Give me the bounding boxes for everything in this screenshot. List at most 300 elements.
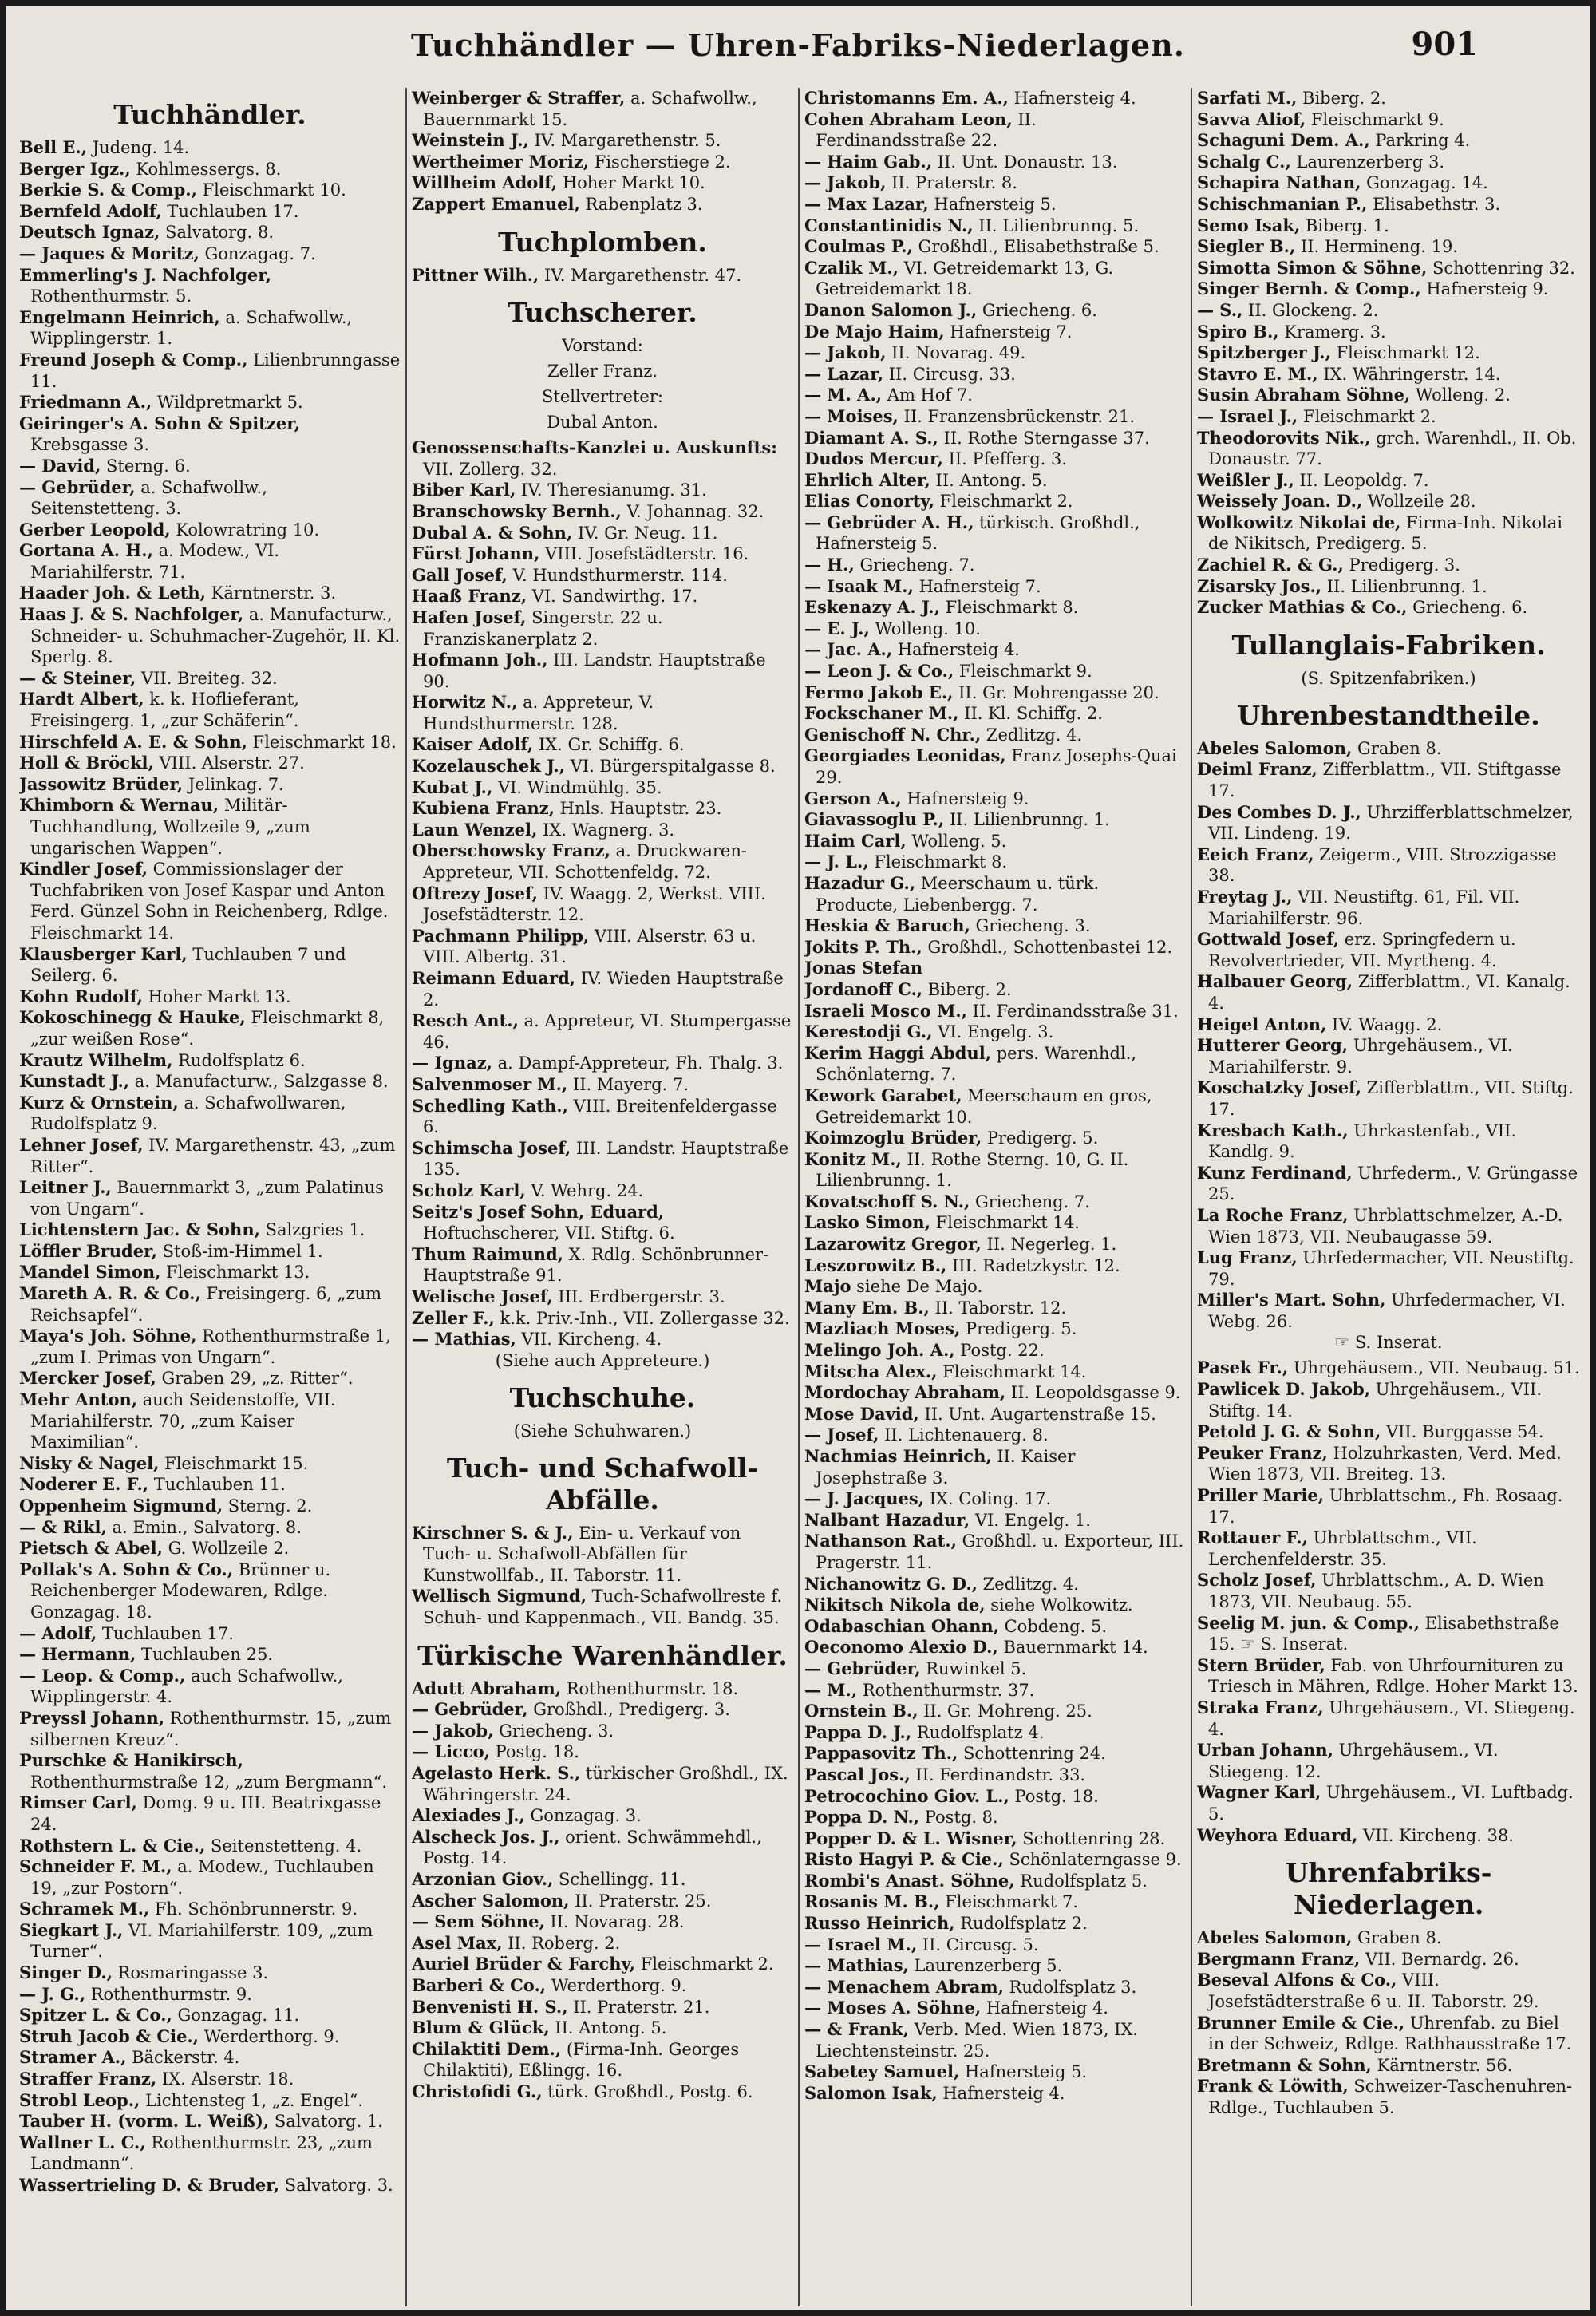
entry-name: — Jakob, — [804, 342, 887, 363]
directory-entry — [1197, 1782, 1580, 1824]
entry-name: Kunstadt J., — [19, 1071, 130, 1092]
directory-entry — [804, 406, 1186, 428]
entry-name: Ascher Salomon, — [412, 1890, 570, 1911]
entry-address: II. Rothe Sterng. 10, G. II. Lilienbrunng. 1. — [816, 1149, 1129, 1191]
entry-address: Laurenzerberg 5. — [908, 1956, 1063, 1976]
directory-entry — [1197, 1927, 1580, 1949]
directory-entry — [1197, 887, 1580, 929]
directory-entry — [804, 597, 1186, 619]
columns — [14, 88, 1586, 2306]
directory-entry — [19, 1750, 401, 1792]
entry-address: Bauernmarkt 3, „zum Palatinus von Ungarn“. — [30, 1178, 384, 1219]
entry-name: — Gebrüder A. H., — [804, 512, 974, 532]
directory-entry — [804, 1680, 1186, 1701]
section-heading: Uhrenbestandtheile. — [1237, 699, 1540, 731]
directory-entry — [19, 1326, 401, 1368]
directory-entry — [19, 668, 401, 690]
directory-entry — [1197, 88, 1580, 109]
directory-entry — [412, 437, 793, 480]
directory-entry — [1197, 1740, 1580, 1782]
entry-name: Oberschowsky Franz, — [412, 840, 610, 861]
entry-address: Hafnersteig 9. — [1420, 279, 1549, 299]
entry-address: II. Franzensbrückenstr. 21. — [898, 406, 1136, 426]
entry-name: — Moises, — [804, 405, 899, 426]
entry-name: Schneider F. M., — [19, 1856, 172, 1877]
entry-name: Mandel Simon, — [19, 1262, 161, 1282]
entry-name: Haas J. & S. Nachfolger, — [19, 604, 244, 625]
entry-name: Agelasto Herk. S., — [412, 1763, 581, 1784]
entry-address: Firma-Inh. Nikolai de Nikitsch, Predigerg. 5. — [1208, 512, 1563, 554]
entry-name: — Isaak M., — [804, 575, 914, 596]
directory-entry — [1197, 406, 1580, 428]
directory-entry — [804, 512, 1186, 555]
directory-entry — [804, 1616, 1186, 1638]
entry-address: Stoß-im-Himmel 1. — [156, 1241, 323, 1261]
directory-entry — [412, 650, 793, 692]
entry-address: Predigerg. 5. — [960, 1319, 1077, 1339]
directory-entry — [19, 689, 401, 731]
entry-address: IV. Margarethenstr. 43, „zum Ritter“. — [30, 1135, 396, 1176]
entry-name: Straka Franz, — [1197, 1697, 1324, 1717]
directory-entry — [1197, 1163, 1580, 1205]
entry-address: VI. Bürgerspitalgasse 8. — [564, 757, 776, 777]
entry-address: III. Landstr. Hauptstraße 90. — [423, 650, 766, 691]
entry-address: Biberg. 2. — [1297, 89, 1386, 108]
entry-name: Gall Josef, — [412, 564, 508, 585]
entry-name: — Israel J., — [1197, 405, 1298, 426]
entry-name: Holl & Bröckl, — [19, 753, 154, 773]
section-heading: Tuchhändler. — [113, 99, 306, 130]
directory-entry — [1197, 2076, 1580, 2118]
directory-entry — [804, 619, 1186, 640]
directory-entry — [412, 1586, 793, 1628]
directory-entry — [804, 555, 1186, 576]
entry-address: II. Ferdinandstr. 33. — [910, 1765, 1086, 1784]
entry-address: Fleischmarkt 10. — [196, 180, 346, 200]
directory-entry — [412, 1138, 793, 1180]
entry-name: Spitzberger J., — [1197, 342, 1331, 363]
entry-address: Judeng. 14. — [87, 138, 190, 157]
entry-address: II. Kaiser Josephstraße 3. — [816, 1447, 1076, 1488]
entry-address: II. Pfefferg. 3. — [942, 449, 1068, 469]
entry-address: Uhrfederm., V. Grüngasse 25. — [1208, 1163, 1578, 1204]
directory-entry — [804, 1935, 1186, 1956]
directory-entry — [19, 1708, 401, 1750]
entry-name: Jonas Stefan — [804, 958, 923, 978]
entry-address: Tuchlauben 17. — [161, 201, 299, 221]
entry-name: Popper D. & L. Wisner, — [804, 1828, 1017, 1848]
directory-entry — [19, 2026, 401, 2048]
entry-address: Cobdeng. 5. — [998, 1616, 1107, 1636]
directory-entry — [804, 915, 1186, 937]
section-heading: Uhrenfabriks-Niederlagen. — [1285, 1857, 1492, 1921]
entry-name: Kindler Josef, — [19, 859, 148, 879]
entry-name: Kubat J., — [412, 777, 493, 797]
entry-name: Kresbach Kath., — [1197, 1120, 1349, 1140]
entry-name: Mose David, — [804, 1403, 919, 1424]
entry-address: G. Wollzeile 2. — [162, 1539, 290, 1559]
directory-entry — [412, 777, 793, 799]
directory-entry — [804, 1658, 1186, 1680]
directory-entry — [412, 1997, 793, 2018]
entry-address: II. Leopoldg. 7. — [1294, 470, 1429, 490]
directory-entry — [19, 583, 401, 604]
section-heading: Tuchplomben. — [498, 226, 707, 258]
directory-entry — [19, 1666, 401, 1708]
entry-address: II. Circusg. 33. — [883, 364, 1016, 384]
section-heading: Tullanglais-Fabriken. — [1231, 629, 1546, 661]
entry-name: Cohen Abraham Leon, — [804, 109, 1013, 129]
entry-address: Großhdl. u. Exporteur, III. Pragerstr. 11. — [816, 1531, 1184, 1572]
directory-entry — [1197, 236, 1580, 258]
entry-address: Domg. 9 u. III. Beatrixgasse 24. — [30, 1793, 381, 1834]
directory-entry — [804, 1128, 1186, 1149]
entry-address: Ruwinkel 5. — [920, 1658, 1027, 1678]
entry-address: Hafnersteig 4. — [892, 640, 1020, 660]
directory-entry — [412, 265, 793, 287]
entry-name: — Gebrüder, — [412, 1699, 528, 1720]
directory-entry — [412, 1869, 793, 1891]
entry-address: Postg. 18. — [489, 1742, 579, 1762]
directory-entry — [19, 1538, 401, 1559]
entry-address: II. Mayerg. 7. — [567, 1074, 689, 1094]
directory-entry — [804, 1828, 1186, 1850]
entry-name: — Jakob, — [804, 172, 887, 193]
entry-address: II. Novarag. 49. — [886, 343, 1026, 363]
entry-name: Simotta Simon & Söhne, — [1197, 257, 1428, 278]
directory-entry — [804, 1531, 1186, 1573]
directory-entry — [412, 565, 793, 587]
entry-name: — Mathias, — [804, 1955, 909, 1976]
directory-entry — [19, 2005, 401, 2026]
directory-entry — [804, 1340, 1186, 1362]
entry-address: Rudolfsplatz 5. — [1014, 1871, 1148, 1891]
directory-entry — [412, 543, 793, 565]
entry-address: IV. Wieden Hauptstraße 2. — [423, 969, 784, 1010]
directory-entry — [19, 1050, 401, 1072]
directory-entry — [804, 1001, 1186, 1022]
entry-name: Mordochay Abraham, — [804, 1382, 1006, 1403]
directory-entry — [19, 1135, 401, 1177]
directory-entry — [1197, 1485, 1580, 1528]
entry-name: Gerber Leopold, — [19, 519, 171, 539]
directory-entry — [804, 1637, 1186, 1658]
entry-name: Abeles Salomon, — [1197, 1927, 1353, 1948]
directory-entry — [19, 604, 401, 668]
directory-entry — [804, 979, 1186, 1001]
entry-address: Schottenring 24. — [958, 1744, 1106, 1764]
directory-entry — [804, 2083, 1186, 2105]
directory-entry — [804, 873, 1186, 915]
directory-entry — [19, 1792, 401, 1835]
directory-entry — [412, 692, 793, 734]
directory-entry — [19, 1836, 401, 1857]
directory-entry — [412, 1096, 793, 1138]
entry-address: Rudolfsplatz 6. — [172, 1050, 306, 1070]
directory-entry — [412, 1202, 793, 1244]
entry-name: Benvenisti H. S., — [412, 1996, 568, 2017]
entry-address: Wolleng. 5. — [906, 831, 1007, 851]
entry-address: Postg. 18. — [1009, 1786, 1099, 1806]
directory-entry — [412, 194, 793, 215]
directory-entry — [19, 1368, 401, 1389]
entry-address: Griecheng. 7. — [970, 1192, 1090, 1211]
directory-entry — [19, 540, 401, 583]
entry-name: Alexiades J., — [412, 1805, 525, 1826]
entry-name: Pietsch & Abel, — [19, 1538, 163, 1559]
entry-address: IX. Coling. 17. — [924, 1489, 1052, 1509]
entry-address: a. Appreteur, VI. Stumpergasse 46. — [423, 1011, 792, 1052]
entry-name: Schapira Nathan, — [1197, 172, 1361, 193]
directory-entry — [19, 520, 401, 541]
entry-name: Koimzoglu Brüder, — [804, 1128, 982, 1148]
directory-entry — [804, 364, 1186, 385]
entry-address: Sterng. 2. — [223, 1496, 313, 1516]
entry-name: Lasko Simon, — [804, 1212, 931, 1233]
entry-address: türkisch. Großhdl., Hafnersteig 5. — [816, 512, 1140, 554]
entry-name: Schischmanian P., — [1197, 193, 1368, 214]
directory-entry — [19, 1623, 401, 1645]
entry-name: — Lazar, — [804, 363, 884, 384]
entry-address: II. Leopoldsgasse 9. — [1005, 1383, 1181, 1403]
entry-address: VI. Mariahilferstr. 109, „zum Turner“. — [30, 1920, 373, 1962]
entry-address: Tuchlauben 7 und Seilerg. 6. — [30, 944, 346, 986]
entry-address: Hafnersteig 7. — [944, 322, 1073, 342]
entry-name: Semo Isak, — [1197, 215, 1301, 235]
entry-address: Fleischmarkt 8, „zur weißen Rose“. — [30, 1008, 385, 1049]
entry-address: Graben 8. — [1352, 1928, 1442, 1948]
entry-address: Großhdl., Predigerg. 3. — [527, 1700, 730, 1720]
entry-name: — E. J., — [804, 618, 870, 638]
directory-entry — [412, 172, 793, 194]
directory-entry — [19, 1899, 401, 1920]
entry-name: Many Em. B., — [804, 1297, 930, 1318]
entry-address: Rosmaringasse 3. — [112, 1963, 269, 1983]
entry-name: — Jac. A., — [804, 639, 893, 660]
entry-address: Uhrfedermacher, VI. Webg. 26. — [1208, 1290, 1566, 1331]
entry-name: Hutterer Georg, — [1197, 1035, 1349, 1056]
directory-entry — [412, 88, 793, 130]
directory-entry — [19, 2047, 401, 2069]
entry-address: Schönlaterngasse 9. — [1003, 1850, 1182, 1870]
directory-entry — [804, 1276, 1186, 1298]
directory-entry — [804, 661, 1186, 682]
directory-entry — [412, 586, 793, 607]
directory-entry — [412, 1741, 793, 1763]
directory-entry — [412, 926, 793, 968]
entry-name: Pappasovitz Th., — [804, 1743, 958, 1764]
entry-name: Nikitsch Nikola de, — [804, 1595, 986, 1615]
directory-entry — [19, 243, 401, 265]
entry-name: — Leop. & Comp., — [19, 1665, 186, 1686]
entry-name: Genossenschafts-Kanzlei u. Auskunfts: — [412, 437, 777, 458]
entry-address: Predigerg. 3. — [1343, 555, 1460, 575]
entry-address: Uhrgehäusem., VII. Stiftg. 14. — [1208, 1380, 1543, 1421]
entry-address: Wollzeile 28. — [1362, 492, 1476, 512]
entry-address: Fab. von Uhrfournituren zu Triesch in Mähren, Rdlge. Hoher Markt 13. — [1208, 1655, 1578, 1697]
directory-entry — [412, 1329, 793, 1350]
entry-address: II. Rothe Sterngasse 37. — [938, 428, 1150, 448]
entry-address: Postg. 22. — [954, 1341, 1045, 1361]
entry-name: Asel Max, — [412, 1932, 503, 1953]
entry-address: Uhrblattschmelzer, A.-D. Wien 1873, VII. Neubaugasse 59. — [1208, 1205, 1563, 1247]
directory-entry — [804, 88, 1186, 109]
entry-name: Pappa D. J., — [804, 1721, 912, 1742]
entry-name: Risto Hagyi P. & Cie., — [804, 1849, 1004, 1870]
directory-entry — [804, 831, 1186, 852]
entry-address: III. Radetzkystr. 12. — [946, 1255, 1120, 1275]
entry-address: Seitenstetteng. 4. — [205, 1836, 362, 1856]
column-2 — [407, 88, 800, 2306]
entry-name: Brunner Emile & Cie., — [1197, 2012, 1405, 2033]
entry-address: siehe Wolkowitz. — [985, 1595, 1133, 1615]
directory-entry — [804, 470, 1186, 492]
entry-address: IV. Margarethenstr. 5. — [528, 131, 721, 151]
entry-address: II. Lilienbrunng. 1. — [1321, 576, 1487, 596]
entry-name: Ornstein B., — [804, 1701, 918, 1721]
entry-name: Sarfati M., — [1197, 88, 1298, 108]
directory-entry — [19, 477, 401, 520]
entry-name: Theodorovits Nik., — [1197, 427, 1371, 448]
entry-name: — Josef, — [804, 1425, 879, 1445]
entry-name: Noderer E. F., — [19, 1474, 149, 1495]
entry-name: Danon Salomon J., — [804, 299, 978, 320]
directory-entry — [412, 1975, 793, 1997]
entry-address: IX. Gr. Schiffg. 6. — [533, 735, 685, 755]
entry-address: Kärntnerstr. 3. — [205, 583, 337, 603]
directory-entry — [804, 1085, 1186, 1128]
directory-entry — [1197, 1120, 1580, 1163]
entry-name: Krautz Wilhelm, — [19, 1049, 173, 1070]
entry-name: Priller Marie, — [1197, 1485, 1325, 1506]
directory-entry — [1197, 1528, 1580, 1570]
entry-name: Gottwald Josef, — [1197, 929, 1340, 950]
directory-entry — [412, 1053, 793, 1074]
directory-entry — [412, 1721, 793, 1742]
entry-address: Rothenthurmstraße 12, „zum Bergmann“. — [30, 1772, 388, 1792]
entry-address: Parkring 4. — [1369, 131, 1471, 151]
entry-name: Elias Conorty, — [804, 491, 934, 512]
directory-entry — [19, 1453, 401, 1475]
entry-address: II. Roberg. 2. — [502, 1933, 621, 1953]
entry-name: Fürst Johann, — [412, 543, 540, 564]
entry-address: IV. Gr. Neug. 11. — [572, 523, 718, 543]
entry-name: — J. Jacques, — [804, 1488, 925, 1509]
directory-entry — [804, 1425, 1186, 1446]
entry-name: Salomon Isak, — [804, 2082, 938, 2103]
entry-address: II. Antong. 5. — [930, 470, 1048, 490]
entry-name: Bergmann Franz, — [1197, 1948, 1361, 1969]
entry-name: — Licco, — [412, 1741, 490, 1762]
entry-name: Hardt Albert, — [19, 689, 144, 709]
directory-entry — [804, 109, 1186, 152]
entry-address: erz. Springfedern u. Revolvertrieder, VII. Myrtheng. 4. — [1208, 930, 1516, 970]
entry-name: Schalg C., — [1197, 151, 1291, 172]
entry-name: Schimscha Josef, — [412, 1137, 571, 1158]
directory-entry — [804, 1362, 1186, 1383]
directory-entry — [19, 307, 401, 350]
entry-name: — Moses A. Söhne, — [804, 1998, 982, 2018]
directory-entry — [19, 413, 401, 456]
entry-name: Georgiades Leonidas, — [804, 745, 1006, 766]
entry-address: Uhrgehäusem., VI. Stiegeng. 12. — [1208, 1741, 1499, 1781]
directory-entry — [1197, 802, 1580, 844]
directory-entry — [1197, 152, 1580, 173]
entry-address: Elisabethstr. 3. — [1367, 194, 1501, 214]
section-note: Zeller Franz. — [547, 362, 658, 381]
entry-address: VIII. Alserstr. 63 u. VIII. Albertg. 31. — [423, 926, 757, 967]
entry-address: Fleischmarkt 8. — [868, 852, 1008, 872]
entry-address: Rudolfsplatz 3. — [1003, 1977, 1137, 1997]
entry-name: — Haim Gab., — [804, 151, 933, 172]
directory-entry — [1197, 1035, 1580, 1077]
entry-address: Rothenthurmstr. 37. — [857, 1680, 1035, 1700]
entry-address: Griecheng. 7. — [854, 555, 975, 575]
directory-entry — [412, 523, 793, 544]
entry-address: Uhrblattschm., VII. Lerchenfelderstr. 35. — [1208, 1528, 1477, 1569]
entry-name: Wellisch Sigmund, — [412, 1586, 587, 1607]
directory-entry — [19, 2132, 401, 2175]
directory-entry — [1197, 300, 1580, 322]
entry-address: Militär-Tuchhandlung, Wollzeile 9, „zum ungarischen Wappen“. — [30, 796, 310, 858]
entry-name: — & Rikl, — [19, 1516, 107, 1537]
directory-entry — [412, 2081, 793, 2103]
directory-entry — [804, 385, 1186, 406]
entry-name: Seitz's Josef Sohn, Eduard, — [412, 1201, 665, 1222]
directory-entry — [1197, 759, 1580, 801]
entry-address: Uhrblattschm., A. D. Wien 1873, VII. Neubaug. 55. — [1208, 1571, 1544, 1611]
entry-name: Freund Joseph & Comp., — [19, 349, 248, 370]
directory-entry — [412, 1827, 793, 1869]
directory-entry — [19, 1262, 401, 1283]
entry-name: Auriel Brüder & Farchy, — [412, 1954, 636, 1974]
entry-address: II. Kl. Schiffg. 2. — [958, 704, 1103, 724]
entry-name: Christofidi G., — [412, 2081, 543, 2101]
entry-name: Odabaschian Ohann, — [804, 1615, 999, 1636]
directory-entry — [804, 809, 1186, 831]
entry-address: V. Wehrg. 24. — [525, 1180, 644, 1200]
directory-entry — [1197, 279, 1580, 300]
entry-address: Wildpretmarkt 5. — [152, 393, 303, 413]
entry-address: VI. Engelg. 1. — [970, 1510, 1091, 1530]
directory-entry — [1197, 1613, 1580, 1655]
entry-address: II. Lichtenauerg. 8. — [879, 1425, 1049, 1445]
entry-name: — David, — [19, 455, 101, 476]
entry-name: — Sem Söhne, — [412, 1911, 545, 1932]
entry-name: Kerestodji G., — [804, 1022, 933, 1042]
entry-name: Rosanis M. B., — [804, 1891, 940, 1912]
entry-name: Deutsch Ignaz, — [19, 222, 160, 243]
entry-address: Werderthorg. 9. — [546, 1975, 687, 1995]
entry-name: Dudos Mercur, — [804, 449, 943, 469]
entry-address: Fleischmarkt 14. — [937, 1362, 1087, 1381]
entry-name: Bretmann & Sohn, — [1197, 2054, 1372, 2075]
entry-address: Rothenthurmstr. 18. — [561, 1678, 739, 1698]
entry-address: IV. Waagg. 2. — [1326, 1014, 1443, 1034]
directory-entry — [19, 1241, 401, 1263]
directory-entry — [1197, 2013, 1580, 2055]
directory-entry — [1197, 512, 1580, 555]
directory-entry — [804, 682, 1186, 704]
entry-address: VII. Zollerg. 32. — [423, 459, 558, 479]
entry-address: a. Schafwollw., Seitenstetteng. 3. — [30, 477, 267, 519]
directory-entry — [804, 1234, 1186, 1255]
section-note: (S. Spitzenfabriken.) — [1301, 668, 1476, 688]
entry-address: II. Glockeng. 2. — [1242, 300, 1379, 320]
directory-entry — [804, 258, 1186, 300]
directory-entry — [804, 1318, 1186, 1340]
directory-entry — [19, 350, 401, 392]
